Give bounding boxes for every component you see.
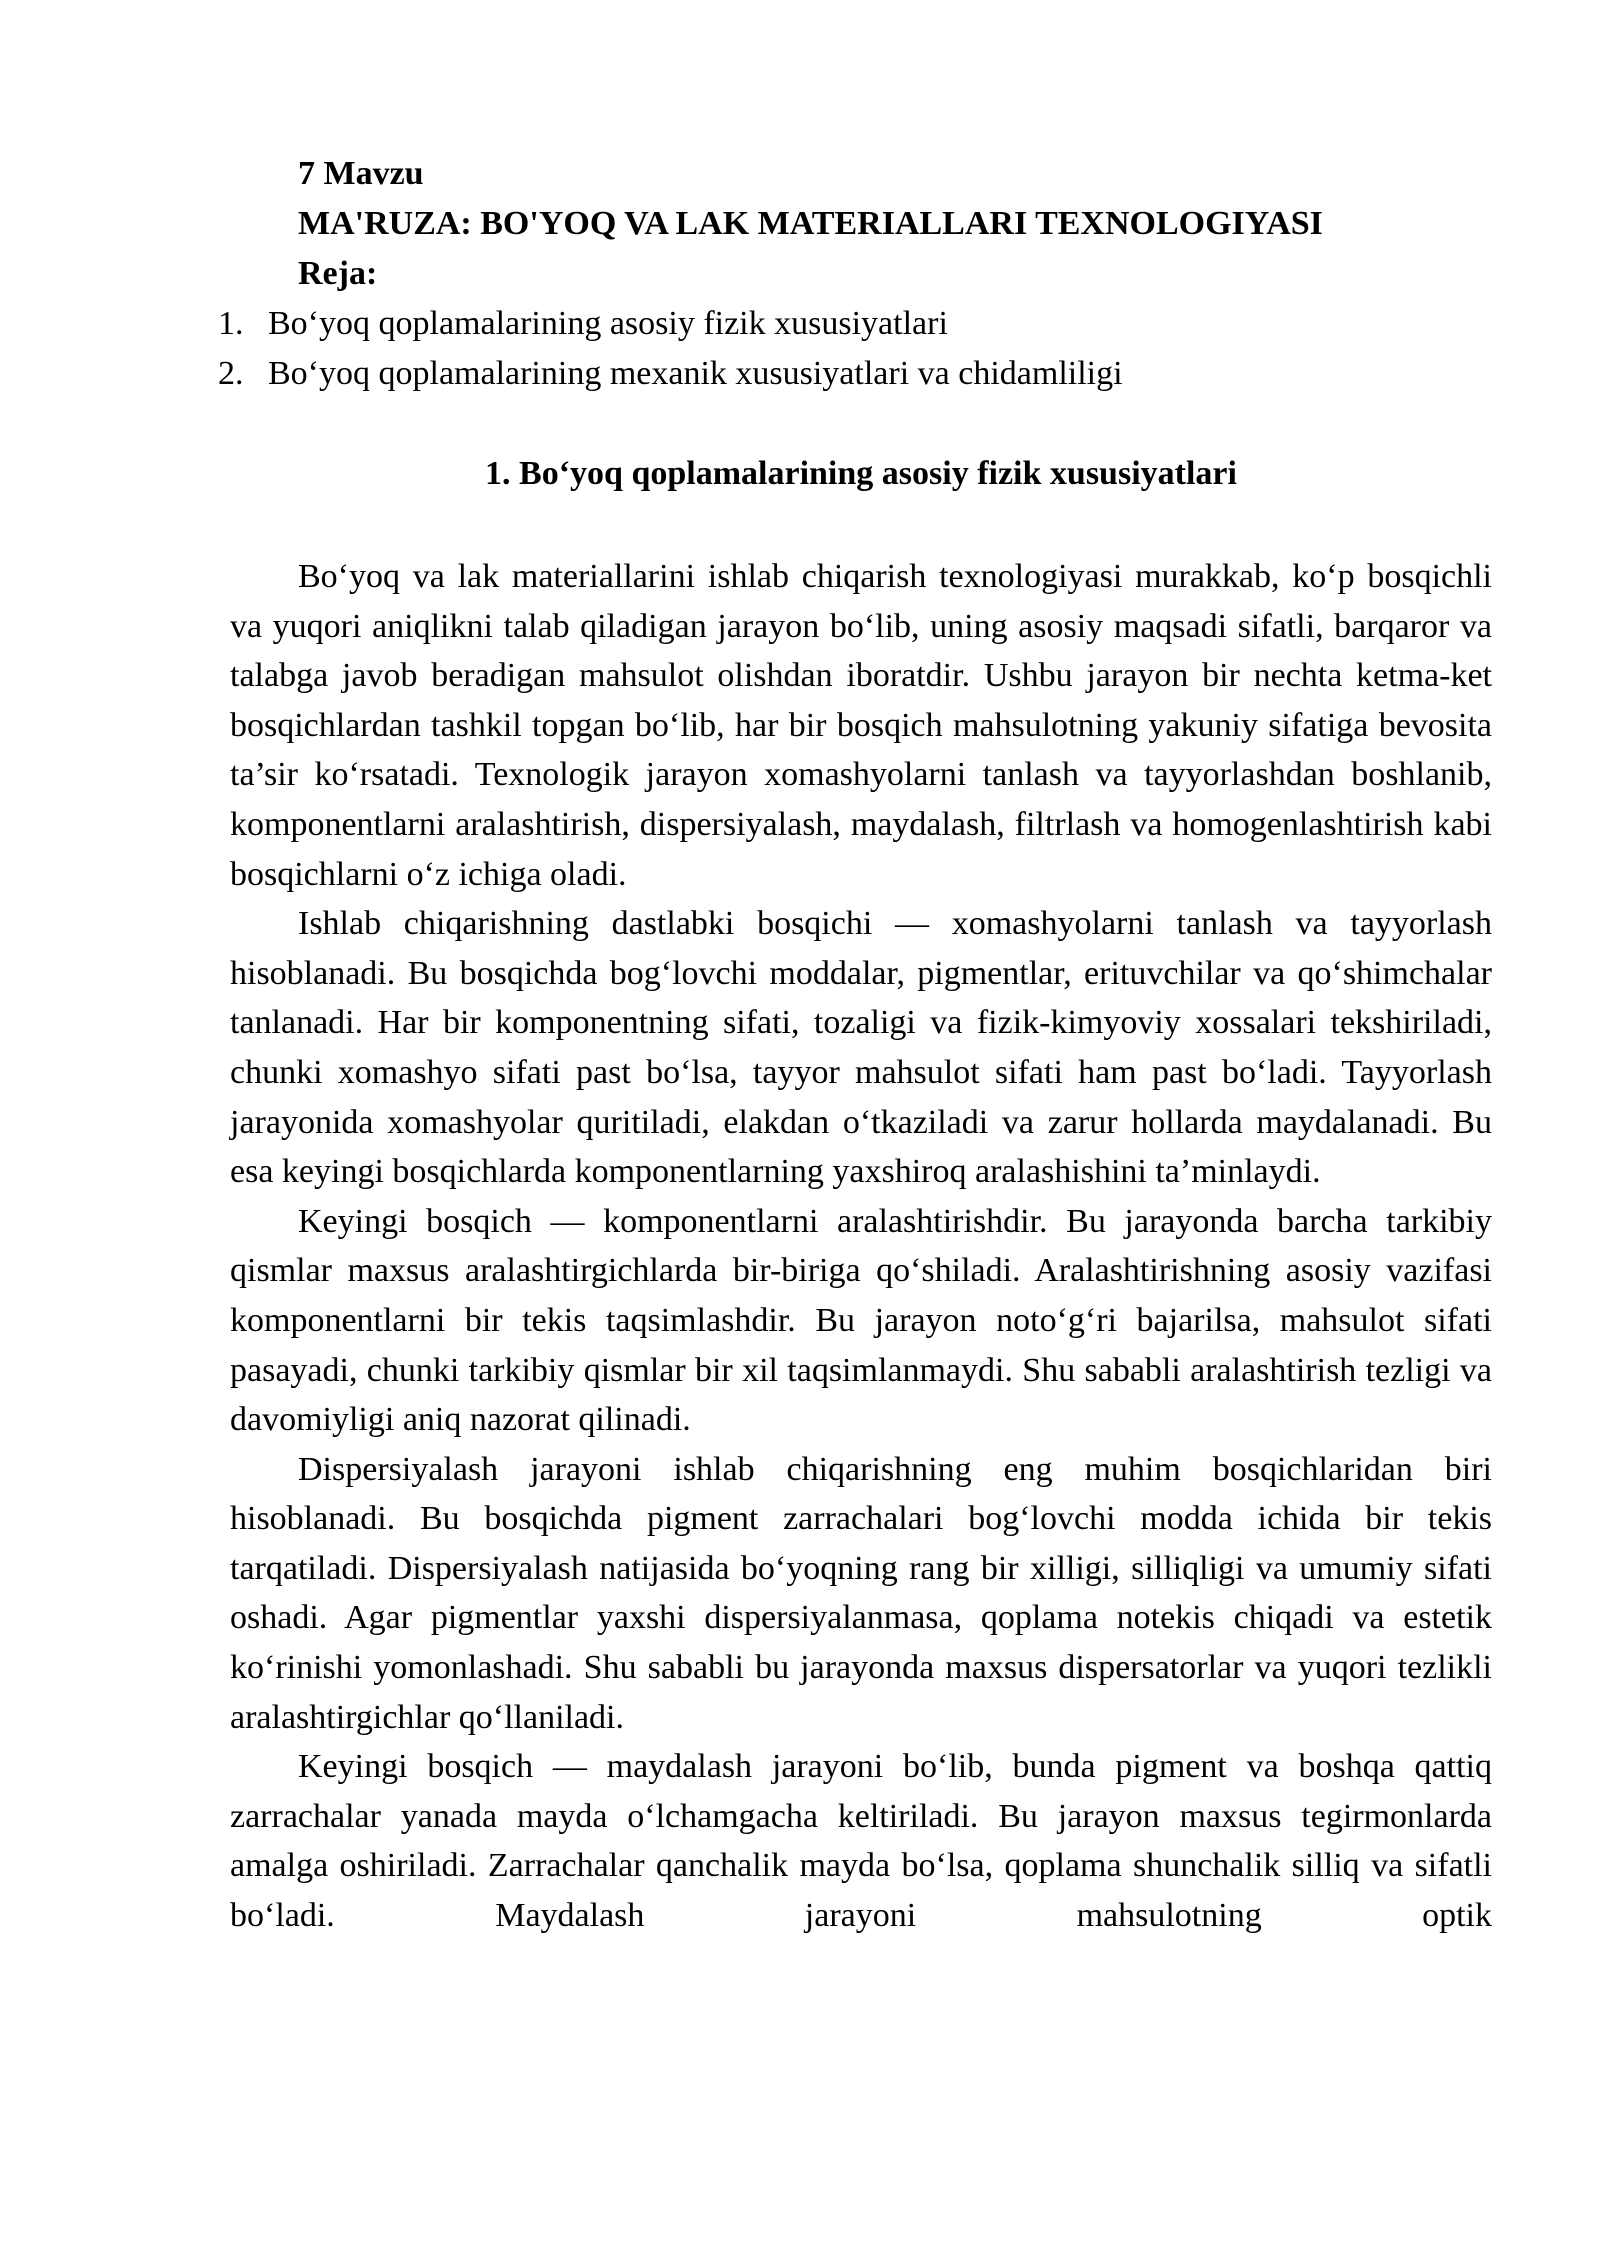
body-text bbox=[230, 552, 1492, 1941]
paragraph: Dispersiyalash jarayoni ishlab chiqarishning eng muhim bosqichlaridan biri hisoblanadi. Bu bosqichda pigment zarrachalari bog‘lovchi modda ichida bir tekis tarqatiladi. Dispersiyalash natijasida bo‘yoqning rang bir xilligi, silliqligi va umumiy sifati oshadi. Agar pigmentlar yaxshi dispersiyalanmasa, qoplama notekis chiqadi va estetik ko‘rinishi yomonlashadi. Shu sababli bu jarayonda maxsus dispersatorlar va yuqori tezlikli aralashtirgichlar qo‘llaniladi. bbox=[230, 1450, 1492, 1736]
plan-item-number: 1. bbox=[218, 305, 244, 342]
plan-item-text: Bo‘yoq qoplamalarining asosiy fizik xususiyatlari bbox=[268, 305, 948, 342]
plan-item bbox=[218, 300, 948, 348]
lecture-title: MA'RUZA: BO'YOQ VA LAK MATERIALLARI TEXNOLOGIYASI bbox=[298, 205, 1323, 242]
plan-item-text: Bo‘yoq qoplamalarining mexanik xususiyatlari va chidamliligi bbox=[268, 355, 1123, 392]
plan-label: Reja: bbox=[298, 255, 378, 292]
paragraph: Bo‘yoq va lak materiallarini ishlab chiqarish texnologiyasi murakkab, ko‘p bosqichli va yuqori aniqlikni talab qiladigan jarayon bo‘lib, uning asosiy maqsadi sifatli, barqaror va talabga javob beradigan mahsulot olishdan iboratdir. Ushbu jarayon bir nechta ketma-ket bosqichlardan tashkil topgan bo‘lib, har bir bosqich mahsulotning yakuniy sifatiga bevosita ta’sir ko‘rsatadi. Texnologik jarayon xomashyolarni tanlash va tayyorlashdan boshlanib, komponentlarni aralashtirish, dispersiyalash, maydalash, filtrlash va homogenlashtirish kabi bosqichlarni o‘z ichiga oladi. bbox=[230, 558, 1492, 893]
plan-item bbox=[218, 350, 1123, 398]
section-heading: 1. Bo‘yoq qoplamalarining asosiy fizik xususiyatlari bbox=[485, 455, 1237, 492]
paragraph: Keyingi bosqich — maydalash jarayoni bo‘lib, bunda pigment va boshqa qattiq zarrachalar yanada mayda o‘lchamgacha keltiriladi. Bu jarayon maxsus tegirmonlarda amalga oshiriladi. Zarrachalar qanchalik mayda bo‘lsa, qoplama shunchalik silliq va sifatli bo‘ladi. Maydalash jarayoni mahsulotning optik bbox=[230, 1748, 1492, 1935]
paragraph: Keyingi bosqich — komponentlarni aralashtirishdir. Bu jarayonda barcha tarkibiy qismlar maxsus aralashtirgichlarda bir-biriga qo‘shiladi. Aralashtirishning asosiy vazifasi komponentlarni bir tekis taqsimlashdir. Bu jarayon noto‘g‘ri bajarilsa, mahsulot sifati pasayadi, chunki tarkibiy qismlar bir xil taqsimlanmaydi. Shu sababli aralashtirish tezligi va davomiyligi aniq nazorat qilinadi. bbox=[230, 1202, 1492, 1439]
topic-number: 7 Mavzu bbox=[298, 155, 424, 192]
plan-item-number: 2. bbox=[218, 355, 244, 392]
paragraph: Ishlab chiqarishning dastlabki bosqichi — xomashyolarni tanlash va tayyorlash hisoblanadi. Bu bosqichda bog‘lovchi moddalar, pigmentlar, erituvchilar va qo‘shimchalar tanlanadi. Har bir komponentning sifati, tozaligi va fizik-kimyoviy xossalari tekshiriladi, chunki xomashyo sifati past bo‘lsa, tayyor mahsulot sifati ham past bo‘ladi. Tayyorlash jarayonida xomashyolar quritiladi, elakdan o‘tkaziladi va zarur hollarda maydalanadi. Bu esa keyingi bosqichlarda komponentlarning yaxshiroq aralashishini ta’minlaydi. bbox=[230, 905, 1492, 1191]
